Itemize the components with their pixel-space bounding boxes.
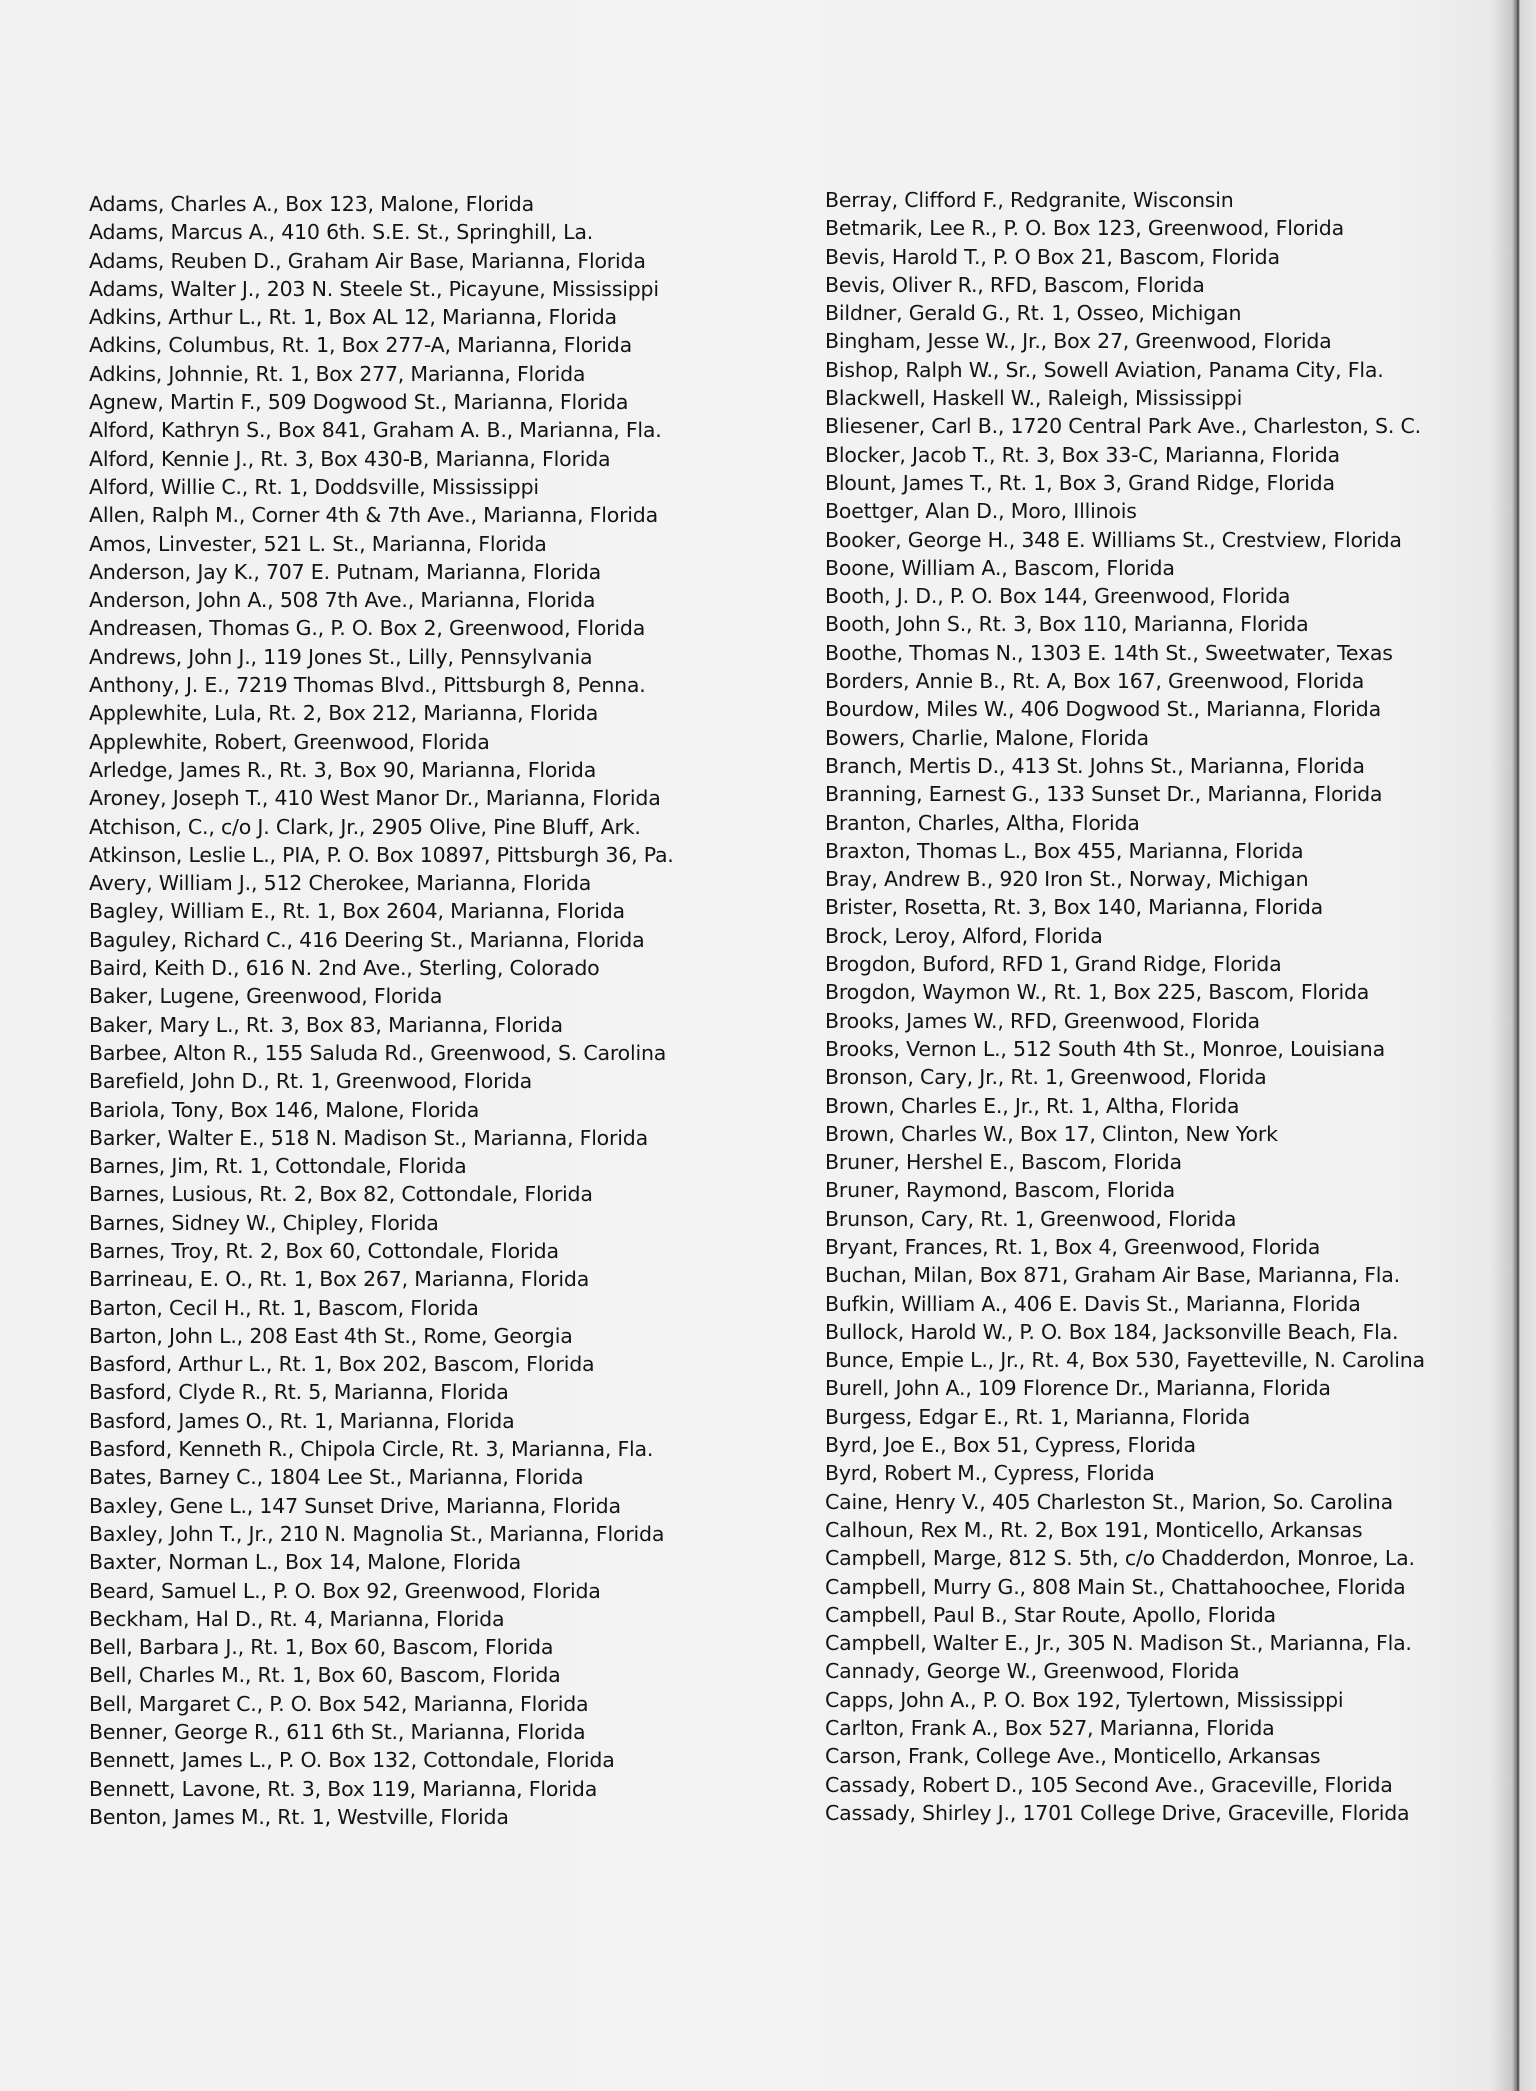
directory-entry: Barefield, John D., Rt. 1, Greenwood, Florida	[89, 1069, 533, 1094]
directory-entry: Amos, Linvester, 521 L. St., Marianna, Florida	[89, 531, 547, 556]
directory-entry: Barnes, Sidney W., Chipley, Florida	[89, 1210, 439, 1235]
directory-entry: Cassady, Robert D., 105 Second Ave., Graceville, Florida	[825, 1772, 1393, 1797]
directory-entry: Andrews, John J., 119 Jones St., Lilly, Pennsylvania	[89, 644, 593, 669]
directory-entry: Baker, Mary L., Rt. 3, Box 83, Marianna, Florida	[89, 1012, 563, 1037]
directory-entry: Agnew, Martin F., 509 Dogwood St., Marianna, Florida	[89, 390, 629, 415]
directory-entry: Bliesener, Carl B., 1720 Central Park Ave., Charleston, S. C.	[825, 414, 1421, 439]
directory-entry: Alford, Kennie J., Rt. 3, Box 430-B, Marianna, Florida	[89, 446, 611, 471]
directory-entry: Bell, Charles M., Rt. 1, Box 60, Bascom, Florida	[89, 1663, 561, 1688]
directory-entry: Boothe, Thomas N., 1303 E. 14th St., Sweetwater, Texas	[825, 640, 1393, 665]
directory-entry: Bevis, Harold T., P. O Box 21, Bascom, Florida	[825, 244, 1280, 269]
directory-entry: Bowers, Charlie, Malone, Florida	[825, 725, 1149, 750]
directory-entry: Bruner, Raymond, Bascom, Florida	[825, 1178, 1176, 1203]
directory-entry: Adams, Reuben D., Graham Air Base, Marianna, Florida	[89, 248, 646, 273]
directory-entry: Blackwell, Haskell W., Raleigh, Mississippi	[825, 386, 1243, 411]
directory-entry: Anthony, J. E., 7219 Thomas Blvd., Pittsburgh 8, Penna.	[89, 673, 646, 698]
directory-entry: Baguley, Richard C., 416 Deering St., Marianna, Florida	[89, 927, 645, 952]
directory-entry: Adams, Walter J., 203 N. Steele St., Picayune, Mississippi	[89, 276, 659, 301]
directory-entry: Bishop, Ralph W., Sr., Sowell Aviation, Panama City, Fla.	[825, 357, 1384, 382]
directory-entry: Bagley, William E., Rt. 1, Box 2604, Marianna, Florida	[89, 899, 625, 924]
directory-entry: Barton, John L., 208 East 4th St., Rome, Georgia	[89, 1323, 573, 1348]
directory-entry: Bennett, Lavone, Rt. 3, Box 119, Marianna, Florida	[89, 1776, 598, 1801]
directory-entry: Byrd, Joe E., Box 51, Cypress, Florida	[825, 1433, 1196, 1458]
left-column	[89, 190, 779, 1831]
directory-entry: Borders, Annie B., Rt. A, Box 167, Greenwood, Florida	[825, 669, 1365, 694]
directory-entry: Cassady, Shirley J., 1701 College Drive, Graceville, Florida	[825, 1800, 1410, 1825]
directory-entry: Baxley, John T., Jr., 210 N. Magnolia St., Marianna, Florida	[89, 1521, 665, 1546]
directory-entry: Bell, Barbara J., Rt. 1, Box 60, Bascom, Florida	[89, 1635, 554, 1660]
directory-entry: Brock, Leroy, Alford, Florida	[825, 923, 1103, 948]
directory-entry: Barrineau, E. O., Rt. 1, Box 267, Marianna, Florida	[89, 1267, 590, 1292]
directory-entry: Brogdon, Buford, RFD 1, Grand Ridge, Florida	[825, 952, 1282, 977]
directory-entry: Barker, Walter E., 518 N. Madison St., Marianna, Florida	[89, 1125, 648, 1150]
directory-entry: Brown, Charles W., Box 17, Clinton, New York	[825, 1121, 1278, 1146]
directory-entry: Bufkin, William A., 406 E. Davis St., Marianna, Florida	[825, 1291, 1361, 1316]
directory-entry: Adkins, Columbus, Rt. 1, Box 277-A, Marianna, Florida	[89, 333, 632, 358]
directory-entry: Booth, J. D., P. O. Box 144, Greenwood, Florida	[825, 584, 1291, 609]
directory-entry: Berray, Clifford F., Redgranite, Wisconsin	[825, 188, 1234, 212]
directory-entry: Betmarik, Lee R., P. O. Box 123, Greenwood, Florida	[825, 216, 1344, 241]
directory-entry: Campbell, Paul B., Star Route, Apollo, Florida	[825, 1602, 1276, 1627]
directory-entry: Basford, James O., Rt. 1, Marianna, Florida	[89, 1408, 515, 1433]
directory-entry: Brooks, Vernon L., 512 South 4th St., Monroe, Louisiana	[825, 1036, 1385, 1061]
directory-entry: Atkinson, Leslie L., PIA, P. O. Box 10897, Pittsburgh 36, Pa.	[89, 842, 674, 867]
directory-entry: Calhoun, Rex M., Rt. 2, Box 191, Monticello, Arkansas	[825, 1517, 1363, 1542]
directory-entry: Barnes, Jim, Rt. 1, Cottondale, Florida	[89, 1154, 467, 1179]
directory-entry: Braxton, Thomas L., Box 455, Marianna, Florida	[825, 838, 1304, 863]
directory-entry: Branton, Charles, Altha, Florida	[825, 810, 1140, 835]
directory-entry: Brown, Charles E., Jr., Rt. 1, Altha, Florida	[825, 1093, 1240, 1118]
directory-entry: Adkins, Arthur L., Rt. 1, Box AL 12, Marianna, Florida	[89, 305, 617, 330]
directory-entry: Cannady, George W., Greenwood, Florida	[825, 1659, 1240, 1684]
directory-entry: Brogdon, Waymon W., Rt. 1, Box 225, Bascom, Florida	[825, 980, 1370, 1005]
directory-entry: Barton, Cecil H., Rt. 1, Bascom, Florida	[89, 1295, 479, 1320]
directory-entry: Blocker, Jacob T., Rt. 3, Box 33-C, Marianna, Florida	[825, 442, 1340, 467]
directory-entry: Barnes, Lusious, Rt. 2, Box 82, Cottondale, Florida	[89, 1182, 593, 1207]
directory-entry: Bell, Margaret C., P. O. Box 542, Marianna, Florida	[89, 1691, 589, 1716]
directory-entry: Baxley, Gene L., 147 Sunset Drive, Marianna, Florida	[89, 1493, 621, 1518]
right-column	[825, 186, 1495, 1827]
directory-entry: Bray, Andrew B., 920 Iron St., Norway, Michigan	[825, 867, 1309, 892]
directory-entry: Campbell, Marge, 812 S. 5th, c/o Chadderdon, Monroe, La.	[825, 1546, 1415, 1571]
directory-entry: Branning, Earnest G., 133 Sunset Dr., Marianna, Florida	[825, 782, 1383, 807]
directory-entry: Bryant, Frances, Rt. 1, Box 4, Greenwood, Florida	[825, 1234, 1321, 1259]
directory-entry: Carlton, Frank A., Box 527, Marianna, Florida	[825, 1716, 1275, 1741]
directory-entry: Alford, Kathryn S., Box 841, Graham A. B., Marianna, Fla.	[89, 418, 662, 443]
directory-entry: Bullock, Harold W., P. O. Box 184, Jacksonville Beach, Fla.	[825, 1319, 1399, 1344]
directory-entry: Brooks, James W., RFD, Greenwood, Florida	[825, 1008, 1260, 1033]
directory-entry: Bruner, Hershel E., Bascom, Florida	[825, 1150, 1182, 1175]
directory-entry: Boone, William A., Bascom, Florida	[825, 555, 1175, 580]
directory-entry: Booth, John S., Rt. 3, Box 110, Marianna, Florida	[825, 612, 1309, 637]
directory-entry: Beard, Samuel L., P. O. Box 92, Greenwood, Florida	[89, 1578, 601, 1603]
directory-entry: Bates, Barney C., 1804 Lee St., Marianna, Florida	[89, 1465, 584, 1490]
directory-entry: Bourdow, Miles W., 406 Dogwood St., Marianna, Florida	[825, 697, 1381, 722]
directory-entry: Brunson, Cary, Rt. 1, Greenwood, Florida	[825, 1206, 1237, 1231]
directory-entry: Boettger, Alan D., Moro, Illinois	[825, 499, 1137, 524]
directory-entry: Basford, Arthur L., Rt. 1, Box 202, Bascom, Florida	[89, 1352, 595, 1377]
directory-entry: Barnes, Troy, Rt. 2, Box 60, Cottondale, Florida	[89, 1238, 559, 1263]
directory-entry: Anderson, John A., 508 7th Ave., Marianna, Florida	[89, 588, 596, 613]
directory-entry: Avery, William J., 512 Cherokee, Marianna, Florida	[89, 871, 592, 896]
directory-entry: Allen, Ralph M., Corner 4th & 7th Ave., Marianna, Florida	[89, 503, 658, 528]
directory-entry: Andreasen, Thomas G., P. O. Box 2, Greenwood, Florida	[89, 616, 646, 641]
directory-entry: Bevis, Oliver R., RFD, Bascom, Florida	[825, 272, 1205, 297]
directory-entry: Arledge, James R., Rt. 3, Box 90, Marianna, Florida	[89, 757, 597, 782]
directory-entry: Bunce, Empie L., Jr., Rt. 4, Box 530, Fayetteville, N. Carolina	[825, 1348, 1425, 1373]
directory-entry: Baxter, Norman L., Box 14, Malone, Florida	[89, 1550, 522, 1575]
directory-entry: Adams, Charles A., Box 123, Malone, Florida	[89, 192, 534, 216]
directory-entry: Bronson, Cary, Jr., Rt. 1, Greenwood, Florida	[825, 1065, 1267, 1090]
directory-entry: Bingham, Jesse W., Jr., Box 27, Greenwood, Florida	[825, 329, 1332, 354]
directory-entry: Adams, Marcus A., 410 6th. S.E. St., Springhill, La.	[89, 220, 594, 245]
directory-entry: Campbell, Walter E., Jr., 305 N. Madison St., Marianna, Fla.	[825, 1631, 1412, 1656]
directory-entry: Aroney, Joseph T., 410 West Manor Dr., Marianna, Florida	[89, 786, 661, 811]
directory-entry: Baird, Keith D., 616 N. 2nd Ave., Sterling, Colorado	[89, 956, 600, 981]
directory-entry: Burgess, Edgar E., Rt. 1, Marianna, Florida	[825, 1404, 1251, 1429]
directory-entry: Adkins, Johnnie, Rt. 1, Box 277, Marianna, Florida	[89, 361, 586, 386]
directory-entry: Baker, Lugene, Greenwood, Florida	[89, 984, 443, 1009]
directory-entry: Barbee, Alton R., 155 Saluda Rd., Greenwood, S. Carolina	[89, 1040, 667, 1065]
directory-entry: Benton, James M., Rt. 1, Westville, Florida	[89, 1804, 509, 1829]
directory-entry: Anderson, Jay K., 707 E. Putnam, Marianna, Florida	[89, 559, 602, 584]
directory-entry: Branch, Mertis D., 413 St. Johns St., Marianna, Florida	[825, 753, 1365, 778]
directory-entry: Capps, John A., P. O. Box 192, Tylertown, Mississippi	[825, 1687, 1344, 1712]
directory-entry: Buchan, Milan, Box 871, Graham Air Base, Marianna, Fla.	[825, 1263, 1400, 1288]
directory-entry: Applewhite, Lula, Rt. 2, Box 212, Marianna, Florida	[89, 701, 599, 726]
directory-entry: Campbell, Murry G., 808 Main St., Chattahoochee, Florida	[825, 1574, 1406, 1599]
directory-entry: Burell, John A., 109 Florence Dr., Marianna, Florida	[825, 1376, 1331, 1401]
directory-entry: Atchison, C., c/o J. Clark, Jr., 2905 Olive, Pine Bluff, Ark.	[89, 814, 641, 839]
directory-entry: Beckham, Hal D., Rt. 4, Marianna, Florida	[89, 1606, 505, 1631]
directory-entry: Basford, Clyde R., Rt. 5, Marianna, Florida	[89, 1380, 509, 1405]
directory-entry: Applewhite, Robert, Greenwood, Florida	[89, 729, 490, 754]
directory-entry: Basford, Kenneth R., Chipola Circle, Rt. 3, Marianna, Fla.	[89, 1437, 654, 1462]
directory-entry: Caine, Henry V., 405 Charleston St., Marion, So. Carolina	[825, 1489, 1393, 1514]
directory-entry: Benner, George R., 611 6th St., Marianna, Florida	[89, 1720, 586, 1745]
directory-entry: Alford, Willie C., Rt. 1, Doddsville, Mississippi	[89, 474, 539, 499]
directory-entry: Bildner, Gerald G., Rt. 1, Osseo, Michigan	[825, 301, 1242, 326]
directory-entry: Blount, James T., Rt. 1, Box 3, Grand Ridge, Florida	[825, 470, 1335, 495]
directory-entry: Carson, Frank, College Ave., Monticello, Arkansas	[825, 1744, 1321, 1769]
directory-entry: Byrd, Robert M., Cypress, Florida	[825, 1461, 1155, 1486]
directory-entry: Booker, George H., 348 E. Williams St., Crestview, Florida	[825, 527, 1402, 552]
directory-entry: Brister, Rosetta, Rt. 3, Box 140, Marianna, Florida	[825, 895, 1324, 920]
directory-entry: Bariola, Tony, Box 146, Malone, Florida	[89, 1097, 480, 1122]
directory-entry: Bennett, James L., P. O. Box 132, Cottondale, Florida	[89, 1748, 615, 1773]
